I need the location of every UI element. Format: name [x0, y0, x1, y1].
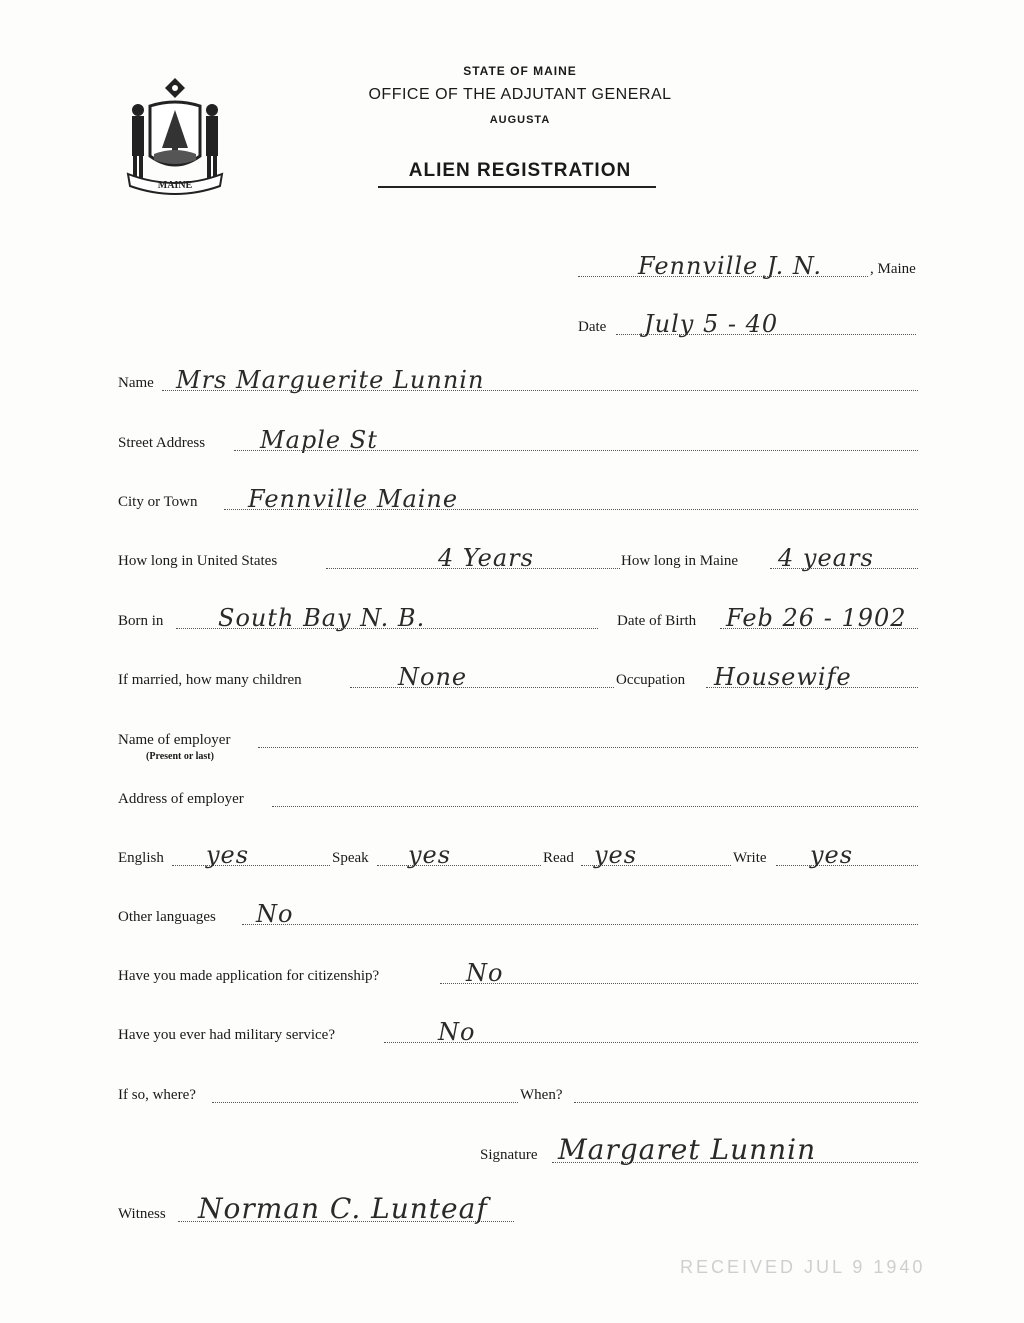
- street-value[interactable]: Maple St: [260, 426, 378, 454]
- witness-label: Witness: [118, 1206, 166, 1222]
- form-title: ALIEN REGISTRATION: [408, 160, 632, 181]
- signature-label: Signature: [480, 1147, 538, 1163]
- born-value[interactable]: South Bay N. B.: [218, 604, 426, 632]
- speak-value[interactable]: yes: [408, 841, 452, 869]
- city-label: City or Town: [118, 494, 198, 510]
- military-row: [118, 1018, 918, 1046]
- english-value[interactable]: yes: [206, 841, 250, 869]
- signature-row: [480, 1133, 918, 1166]
- dob-value[interactable]: Feb 26 - 1902: [726, 604, 907, 632]
- name-row: [118, 366, 918, 394]
- place-row: [578, 252, 918, 280]
- us-duration-label: How long in United States: [118, 553, 278, 569]
- speak-dotted-line: [377, 865, 541, 866]
- other-languages-dotted-line: [242, 924, 918, 925]
- employer-label: Name of employer: [118, 732, 231, 748]
- city-row: [118, 485, 918, 513]
- citizenship-value[interactable]: No: [466, 959, 504, 987]
- employer-sublabel: (Present or last): [146, 751, 214, 762]
- place-suffix: , Maine: [870, 261, 916, 277]
- state-heading: STATE OF MAINE: [463, 64, 577, 78]
- date-row: [578, 310, 918, 338]
- citizenship-row: [118, 959, 918, 987]
- when-dotted-line: [574, 1102, 918, 1103]
- signature-value[interactable]: Margaret Lunnin: [558, 1133, 817, 1166]
- dob-label: Date of Birth: [617, 613, 697, 629]
- where-label: If so, where?: [118, 1087, 196, 1103]
- employer-address-dotted-line: [272, 806, 918, 807]
- street-row: [118, 426, 918, 454]
- language-row: [118, 841, 918, 869]
- when-label: When?: [520, 1087, 563, 1103]
- birth-row: [118, 604, 918, 632]
- employer-address-label: Address of employer: [118, 791, 244, 807]
- children-value[interactable]: None: [398, 663, 468, 691]
- military-label: Have you ever had military service?: [118, 1027, 335, 1043]
- write-label: Write: [733, 850, 767, 866]
- read-value[interactable]: yes: [594, 841, 638, 869]
- citizenship-label: Have you made application for citizenship?: [118, 968, 380, 984]
- state-seal-icon: [120, 76, 230, 196]
- witness-value[interactable]: Norman C. Lunteaf: [198, 1192, 488, 1225]
- witness-row: [118, 1192, 518, 1225]
- english-label: English: [118, 850, 164, 866]
- service-location-row: [118, 1082, 918, 1106]
- children-dotted-line: [350, 687, 614, 688]
- other-languages-row: [118, 900, 918, 928]
- city-value[interactable]: Fennville Maine: [248, 485, 459, 513]
- other-languages-value[interactable]: No: [256, 900, 294, 928]
- svg-text:MAINE: MAINE: [157, 180, 193, 191]
- title-underline: [378, 186, 656, 188]
- born-label: Born in: [118, 613, 164, 629]
- place-value[interactable]: Fennville J. N.: [638, 252, 822, 280]
- duration-row: [118, 544, 918, 572]
- city-heading: AUGUSTA: [489, 114, 551, 126]
- received-stamp: RECEIVED JUL 9 1940: [680, 1257, 926, 1277]
- date-value[interactable]: July 5 - 40: [644, 310, 779, 338]
- name-label: Name: [118, 375, 154, 391]
- employer-address-row: [118, 786, 918, 810]
- employer-row: [118, 727, 918, 762]
- children-row: [118, 663, 918, 691]
- other-languages-label: Other languages: [118, 909, 216, 925]
- children-label: If married, how many children: [118, 672, 302, 688]
- maine-duration-label: How long in Maine: [621, 553, 739, 569]
- write-value[interactable]: yes: [810, 841, 854, 869]
- street-label: Street Address: [118, 435, 206, 451]
- date-label: Date: [578, 319, 607, 335]
- employer-dotted-line: [258, 747, 918, 748]
- office-heading: OFFICE OF THE ADJUTANT GENERAL: [368, 86, 672, 103]
- read-label: Read: [543, 850, 574, 866]
- citizenship-dotted-line: [440, 983, 918, 984]
- english-dotted-line: [172, 865, 330, 866]
- occupation-value[interactable]: Housewife: [714, 663, 852, 691]
- name-value[interactable]: Mrs Marguerite Lunnin: [176, 366, 485, 394]
- military-value[interactable]: No: [438, 1018, 476, 1046]
- us-duration-value[interactable]: 4 Years: [438, 544, 534, 572]
- occupation-label: Occupation: [616, 672, 686, 688]
- where-dotted-line: [212, 1102, 518, 1103]
- speak-label: Speak: [332, 850, 369, 866]
- maine-duration-value[interactable]: 4 years: [778, 544, 874, 572]
